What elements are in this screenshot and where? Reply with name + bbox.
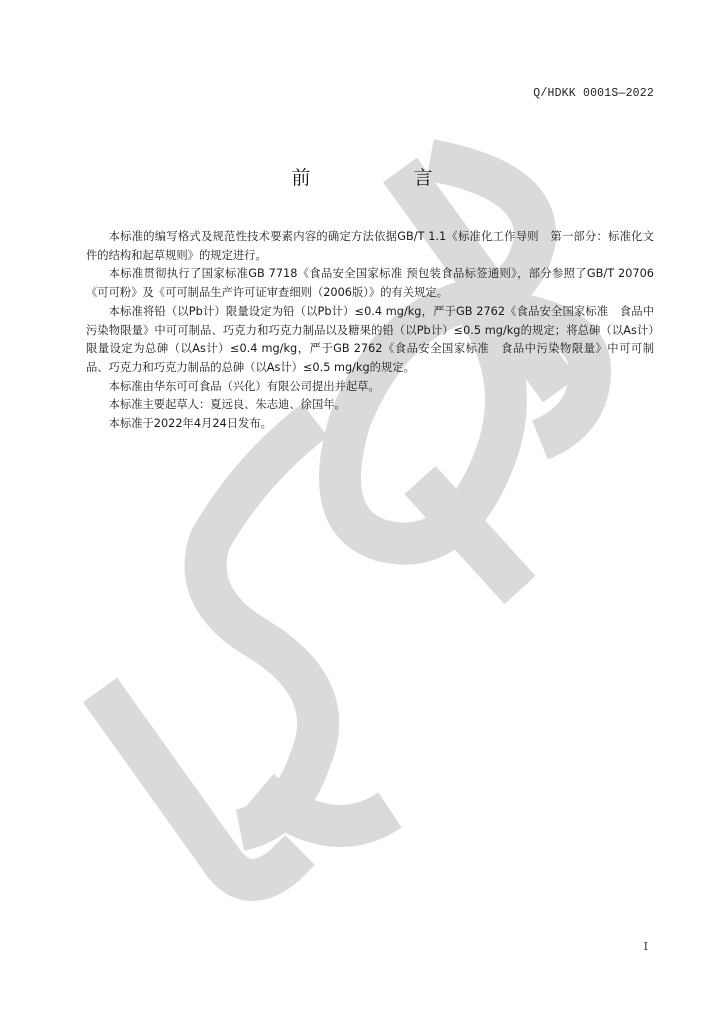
paragraph-drafters: 本标准主要起草人：夏远良、朱志迪、徐国年。 [108,398,346,412]
foreword-body [86,228,654,434]
page-title: 前 言 [291,167,475,189]
paragraph-referenced-standards: 本标准贯彻执行了国家标准GB 7718《食品安全国家标准 预包装食品标签通则》，部分参照了GB/T 20706《可可粉》及《可可制品生产许可证审查细则（2006版）》的有关规定。 [86,267,654,300]
paragraph-format-basis: 本标准的编写格式及规范性技术要素内容的确定方法依据GB/T 1.1《标准化工作导则 第一部分：标准化文件的结构和起草规则》的规定进行。 [86,230,654,262]
paragraph-contaminant-limits: 本标准将铅（以Pb计）限量设定为铅（以Pb计）≤0.4 mg/kg，严于GB 2762《食品安全国家标准 食品中污染物限量》中可可制品、巧克力和巧克力制品以及糖果的铅（以Pb计）≤0.5 mg/kg的规定；将总砷（以As计）限量设定为总砷（以As计）≤0.4 mg/kg，严于GB 2762《食品安全国家标准 食品中污染物限量》中可可制品、巧克力和巧克力制品的总砷（以As计）≤0.5 mg/kg的规定。 [86,304,654,374]
standard-code: Q/HDKK 0001S—2022 [533,87,654,100]
page-number: I [643,940,648,953]
paragraph-publish-date: 本标准于2022年4月24日发布。 [108,417,272,431]
paragraph-proposer: 本标准由华东可可食品（兴化）有限公司提出并起草。 [108,379,380,393]
